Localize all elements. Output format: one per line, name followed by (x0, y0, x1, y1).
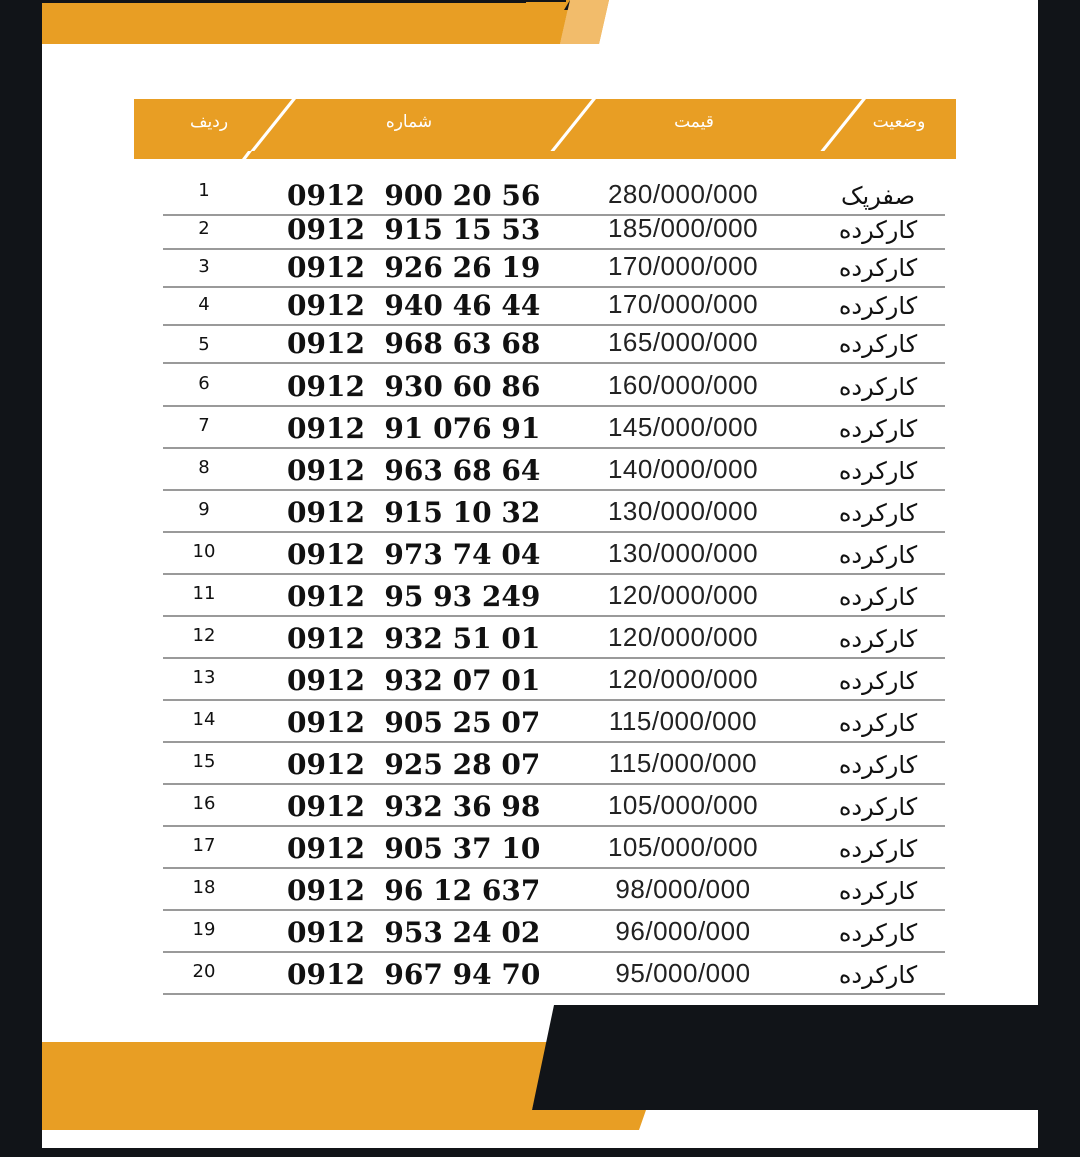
row-index: 1 (198, 180, 210, 201)
phone-number: 0912 967 94 70 (287, 958, 541, 991)
phone-number: 0912 968 63 68 (287, 327, 541, 360)
status-label: کارکرده (838, 499, 918, 527)
price-value: 170/000/000 (607, 251, 759, 281)
row-index: 15 (192, 751, 216, 772)
table-row (163, 248, 945, 288)
row-index: 20 (192, 961, 216, 982)
status-label: کارکرده (838, 292, 918, 320)
status-label: کارکرده (838, 709, 918, 737)
row-index: 5 (198, 334, 210, 355)
price-value: 185/000/000 (607, 213, 759, 243)
price-value: 120/000/000 (607, 664, 759, 694)
row-index: 8 (198, 457, 210, 478)
row-index: 4 (198, 294, 210, 315)
price-value: 96/000/000 (615, 916, 751, 946)
row-index: 11 (192, 583, 216, 604)
table-row (163, 699, 945, 743)
table-row (163, 489, 945, 533)
phone-number: 0912 940 46 44 (287, 289, 541, 322)
table-row (163, 447, 945, 491)
status-label: کارکرده (838, 373, 918, 401)
status-label: کارکرده (838, 793, 918, 821)
phone-number: 0912 932 07 01 (287, 664, 541, 697)
price-value: 165/000/000 (607, 327, 759, 357)
price-value: 115/000/000 (608, 706, 758, 736)
price-value: 145/000/000 (607, 412, 759, 442)
phone-number: 0912 905 25 07 (287, 706, 541, 739)
row-index: 3 (198, 256, 210, 277)
status-label: کارکرده (838, 835, 918, 863)
price-value: 105/000/000 (607, 832, 759, 862)
row-index: 2 (198, 218, 210, 239)
phone-number: 0912 930 60 86 (287, 370, 541, 403)
status-label: کارکرده (838, 415, 918, 443)
price-list-sheet (42, 0, 1038, 1157)
table-row (163, 531, 945, 575)
row-index: 13 (192, 667, 216, 688)
top-decor-band (42, 0, 1038, 50)
price-value: 105/000/000 (607, 790, 759, 820)
table-row (163, 909, 945, 953)
table-row (163, 363, 945, 407)
status-label: کارکرده (838, 751, 918, 779)
status-label: کارکرده (838, 583, 918, 611)
row-index: 9 (198, 499, 210, 520)
table-row (163, 657, 945, 701)
status-label: کارکرده (838, 541, 918, 569)
status-label: کارکرده (838, 625, 918, 653)
table-header (134, 99, 956, 159)
price-value: 130/000/000 (607, 496, 759, 526)
row-index: 10 (192, 541, 216, 562)
status-label: کارکرده (838, 457, 918, 485)
price-value: 95/000/000 (615, 958, 751, 988)
status-label: صفرپک (841, 182, 915, 210)
header-price: قیمت (674, 112, 714, 132)
price-value: 98/000/000 (615, 874, 751, 904)
table-row (163, 405, 945, 449)
phone-number: 0912 973 74 04 (287, 538, 541, 571)
phone-number: 0912 96 12 637 (287, 874, 541, 907)
price-value: 130/000/000 (607, 538, 759, 568)
table-row (163, 783, 945, 827)
price-value: 170/000/000 (607, 289, 759, 319)
phone-number: 0912 932 36 98 (287, 790, 541, 823)
price-value: 160/000/000 (607, 370, 759, 400)
row-index: 17 (192, 835, 216, 856)
row-index: 12 (192, 625, 216, 646)
table-row (163, 324, 945, 364)
status-label: کارکرده (838, 330, 918, 358)
status-label: کارکرده (838, 961, 918, 989)
phone-number: 0912 95 93 249 (287, 580, 541, 613)
price-value: 280/000/000 (607, 179, 759, 209)
row-index: 7 (198, 415, 210, 436)
phone-number: 0912 926 26 19 (287, 251, 541, 284)
header-number: شماره (385, 112, 433, 132)
phone-number: 0912 915 15 53 (287, 213, 541, 246)
status-label: کارکرده (838, 254, 918, 282)
price-value: 140/000/000 (607, 454, 759, 484)
phone-number: 0912 953 24 02 (287, 916, 541, 949)
phone-number: 0912 925 28 07 (287, 748, 541, 781)
phone-number: 0912 915 10 32 (287, 496, 541, 529)
row-index: 16 (192, 793, 216, 814)
row-index: 18 (192, 877, 216, 898)
price-value: 120/000/000 (607, 580, 759, 610)
status-label: کارکرده (838, 919, 918, 947)
table-row (163, 615, 945, 659)
bottom-decor-band (42, 1005, 1038, 1157)
row-index: 6 (198, 373, 210, 394)
phone-number: 0912 900 20 56 (287, 179, 541, 212)
row-index: 19 (192, 919, 216, 940)
table-row (163, 825, 945, 869)
table-row (163, 867, 945, 911)
phone-number: 0912 932 51 01 (287, 622, 541, 655)
status-label: کارکرده (838, 216, 918, 244)
table-row (163, 210, 945, 250)
status-label: کارکرده (838, 877, 918, 905)
row-index: 14 (192, 709, 216, 730)
table-row (163, 573, 945, 617)
phone-number: 0912 963 68 64 (287, 454, 541, 487)
phone-number: 0912 905 37 10 (287, 832, 541, 865)
table-row (163, 286, 945, 326)
price-value: 115/000/000 (608, 748, 758, 778)
table-row (163, 741, 945, 785)
price-value: 120/000/000 (607, 622, 759, 652)
table-row (163, 951, 945, 995)
header-status: وضعیت (872, 112, 926, 132)
status-label: کارکرده (838, 667, 918, 695)
header-row-no: ردیف (189, 112, 229, 132)
phone-number: 0912 91 076 91 (287, 412, 541, 445)
